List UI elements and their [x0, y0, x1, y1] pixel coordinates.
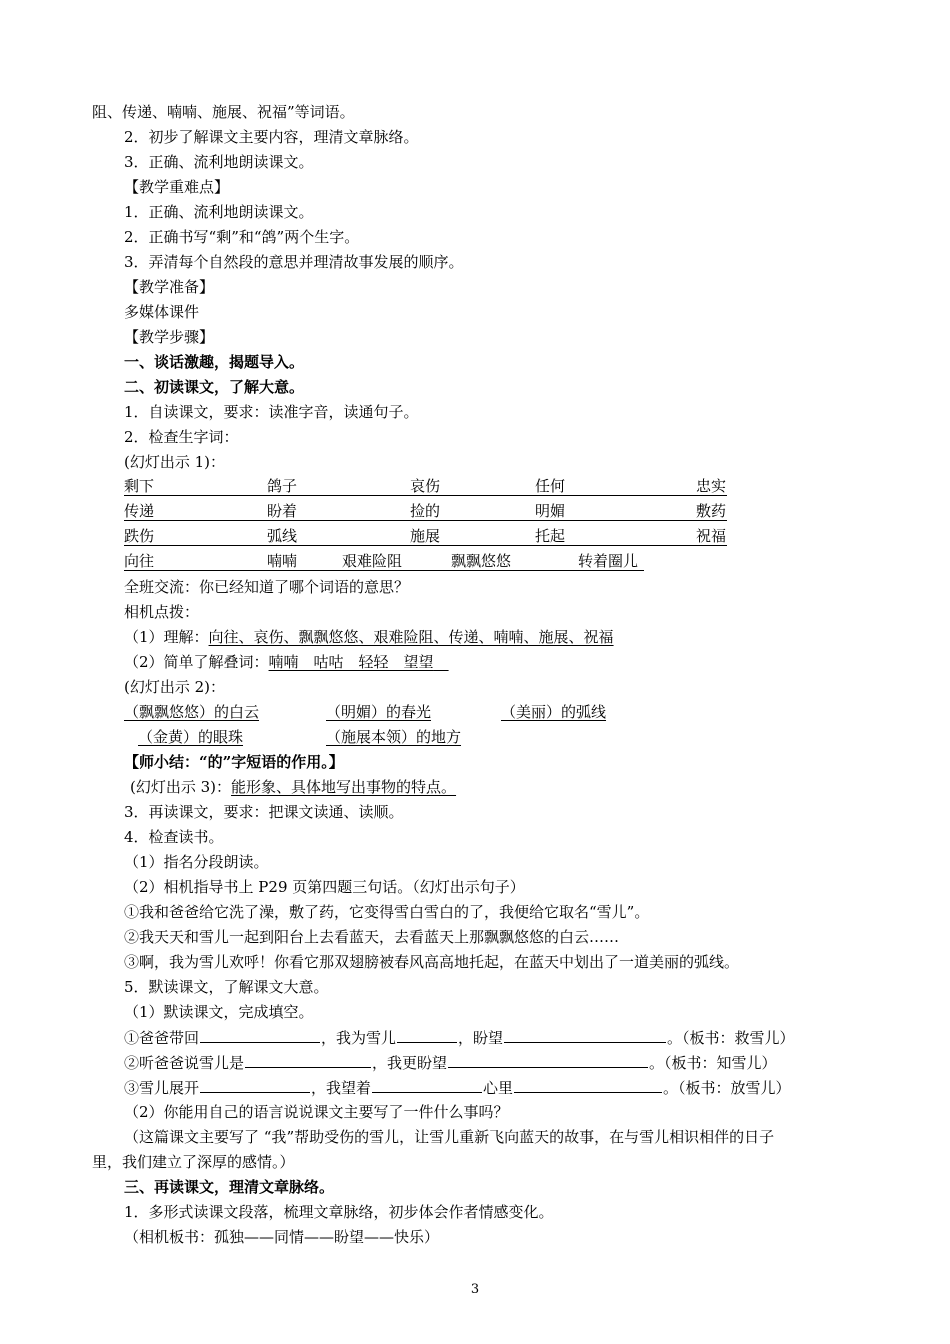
vocab-cell: 飘飘悠悠 — [451, 552, 512, 570]
summary-answer-line1: （这篇课文主要写了 “我”帮助受伤的雪儿，让雪儿重新飞向蓝天的故事，在与雪儿相识相伴的日子 — [124, 1128, 775, 1146]
vocab-cell: 剩下 — [124, 477, 155, 495]
sentence-1: ①我和爸爸给它洗了澡，敷了药，它变得雪白雪白的了，我便给它取名“雪儿”。 — [124, 903, 650, 921]
guidance-label: 相机点拨： — [124, 603, 200, 621]
slide-3-text: 能形象、具体地写出事物的特点。 — [231, 778, 457, 796]
vocab-cell: 任何 — [535, 477, 566, 495]
slide-2-label: (幻灯出示 2)： — [124, 678, 226, 696]
fill-text: 心里 — [483, 1079, 514, 1097]
vocab-cell: 弧线 — [267, 527, 298, 545]
step-2-5: 5．默读课文，了解课文大意。 — [124, 978, 329, 996]
phrase-5: （施展本领）的地方 — [326, 728, 462, 746]
key-point-1: 1．正确、流利地朗读课文。 — [124, 203, 314, 221]
step-3-1: 1．多形式读课文段落，梳理文章脉络，初步体会作者情感变化。 — [124, 1203, 554, 1221]
fill-text: ②听爸爸说雪儿是 — [124, 1054, 245, 1072]
class-discussion: 全班交流：你已经知道了哪个词语的意思？ — [124, 578, 410, 596]
heading-preparation: 【教学准备】 — [124, 278, 215, 296]
objective-2: 2．初步了解课文主要内容，理清文章脉络。 — [124, 128, 419, 146]
blank-line[interactable] — [200, 1077, 310, 1093]
fill-text: ，我更盼望 — [372, 1054, 448, 1072]
vocab-cell: 传递 — [124, 502, 155, 520]
vocab-row-rule — [124, 495, 727, 496]
section-3-title: 三、再读课文，理清文章脉络。 — [124, 1178, 335, 1196]
phrase-2: （明媚）的春光 — [326, 703, 432, 721]
vocab-cell: 喃喃 — [267, 552, 298, 570]
step-2-5-1: （1）默读课文，完成填空。 — [124, 1003, 314, 1021]
understand-words-list: 向往、哀伤、飘飘悠悠、艰难险阻、传递、喃喃、施展、祝福 — [208, 628, 614, 646]
fill-blank-1 — [124, 1027, 795, 1047]
board-writing: （相机板书：孤独——同情——盼望——快乐） — [124, 1228, 440, 1246]
vocab-cell: 跌伤 — [124, 527, 155, 545]
fill-text: 。（板书：救雪儿） — [667, 1029, 795, 1047]
key-point-2: 2．正确书写“剩”和“鸽”两个生字。 — [124, 228, 360, 246]
vocab-cell: 向往 — [124, 552, 155, 570]
reduplicated-words — [124, 652, 449, 672]
page-number: 3 — [470, 1282, 480, 1297]
heading-steps: 【教学步骤】 — [124, 328, 215, 346]
vocab-cell: 祝福 — [696, 527, 727, 545]
slide-1-label: (幻灯出示 1)： — [124, 453, 226, 471]
fill-text: ，我为雪儿 — [321, 1029, 397, 1047]
understand-label: （1）理解： — [124, 628, 209, 646]
teacher-summary: 【师小结：“的”字短语的作用。】 — [124, 753, 344, 771]
vocab-row-rule — [124, 545, 727, 546]
reduplicated-list: 喃喃 咕咕 轻轻 望望 — [268, 653, 434, 671]
phrase-4: （金黄）的眼珠 — [138, 728, 244, 746]
blank-line[interactable] — [448, 1052, 648, 1068]
objective-line-continuation: 阻、传递、喃喃、施展、祝福”等词语。 — [92, 103, 355, 121]
step-2-1: 1．自读课文，要求：读准字音，读通句子。 — [124, 403, 419, 421]
fill-text: 。（板书：放雪儿） — [663, 1079, 791, 1097]
vocab-cell: 艰难险阻 — [342, 552, 403, 570]
step-2-4-1: （1）指名分段朗读。 — [124, 853, 269, 871]
blank-line[interactable] — [514, 1077, 662, 1093]
heading-key-points: 【教学重难点】 — [124, 178, 230, 196]
reduplicated-label: （2）简单了解叠词： — [124, 653, 269, 671]
key-point-3: 3．弄清每个自然段的意思并理清故事发展的顺序。 — [124, 253, 464, 271]
vocab-cell: 哀伤 — [410, 477, 441, 495]
sentence-3: ③啊，我为雪儿欢呼！你看它那双翅膀被春风高高地托起，在蓝天中划出了一道美丽的弧线。 — [124, 953, 740, 971]
preparation-text: 多媒体课件 — [124, 303, 200, 321]
fill-text: ，盼望 — [458, 1029, 504, 1047]
fill-text: ，我望着 — [311, 1079, 372, 1097]
step-2-5-2: （2）你能用自己的语言说说课文主要写了一件什么事吗？ — [124, 1103, 509, 1121]
step-2-4: 4．检查读书。 — [124, 828, 224, 846]
slide-3-line — [130, 777, 456, 797]
phrase-1: （飘飘悠悠）的白云 — [124, 703, 260, 721]
section-1-title: 一、谈话激趣，揭题导入。 — [124, 353, 305, 371]
fill-text: ①爸爸带回 — [124, 1029, 200, 1047]
blank-line[interactable] — [397, 1027, 457, 1043]
vocab-cell: 忠实 — [696, 477, 727, 495]
summary-answer-line2: 里，我们建立了深厚的感情。） — [92, 1153, 295, 1171]
vocab-cell: 施展 — [410, 527, 441, 545]
vocab-cell: 转着圈儿 — [578, 552, 639, 570]
step-2-3: 3．再读课文，要求：把课文读通、读顺。 — [124, 803, 404, 821]
vocab-cell: 明媚 — [535, 502, 566, 520]
blank-line[interactable] — [504, 1027, 666, 1043]
objective-3: 3．正确、流利地朗读课文。 — [124, 153, 314, 171]
fill-text: 。（板书：知雪儿） — [649, 1054, 777, 1072]
vocab-row-rule — [124, 570, 644, 571]
step-2-4-2: （2）相机指导书上 P29 页第四题三句话。（幻灯出示句子） — [124, 878, 525, 896]
blank-line[interactable] — [200, 1027, 320, 1043]
section-2-title: 二、初读课文，了解大意。 — [124, 378, 305, 396]
vocab-cell: 盼着 — [267, 502, 298, 520]
slide-3-label: (幻灯出示 3)： — [130, 778, 232, 796]
vocab-row-rule — [124, 520, 727, 521]
vocab-cell: 鸽子 — [267, 477, 298, 495]
vocab-cell: 托起 — [535, 527, 566, 545]
blank-line[interactable] — [372, 1077, 482, 1093]
vocab-cell: 敷药 — [696, 502, 727, 520]
understand-words — [124, 627, 614, 647]
phrase-3: （美丽）的弧线 — [501, 703, 607, 721]
fill-blank-2 — [124, 1052, 777, 1072]
fill-blank-3 — [124, 1077, 791, 1097]
vocab-cell: 捡的 — [410, 502, 441, 520]
step-2-2: 2．检查生字词： — [124, 428, 239, 446]
fill-text: ③雪儿展开 — [124, 1079, 200, 1097]
sentence-2: ②我天天和雪儿一起到阳台上去看蓝天，去看蓝天上那飘飘悠悠的白云…… — [124, 928, 620, 946]
blank-line[interactable] — [245, 1052, 371, 1068]
